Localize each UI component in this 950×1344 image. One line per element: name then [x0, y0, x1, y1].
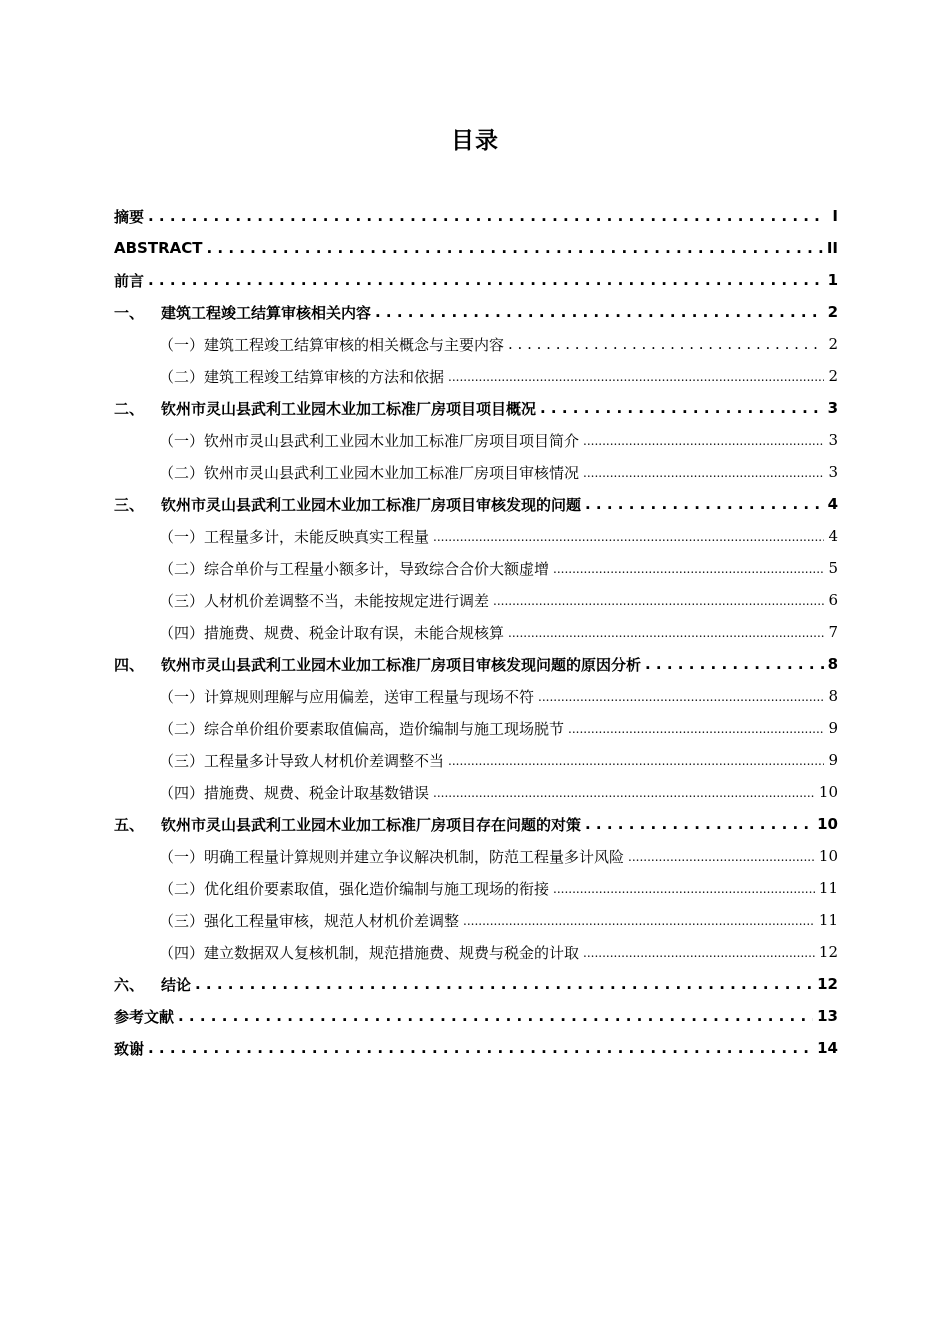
toc-entry-3-1[interactable]: [114, 520, 838, 552]
toc-entry-chapter-1[interactable]: [114, 296, 838, 328]
toc-entry-text: （二）综合单价与工程量小额多计，导致综合合价大额虚增: [159, 559, 550, 578]
toc-leader-dots: [508, 335, 824, 353]
toc-page-number: 9: [828, 719, 838, 737]
toc-entry-chapter-4[interactable]: [114, 648, 838, 680]
toc-entry-text: （一）计算规则理解与应用偏差，送审工程量与现场不符: [159, 687, 535, 706]
toc-chapter-number: 四、: [114, 655, 145, 674]
toc-entry-5-3[interactable]: [114, 904, 838, 936]
toc-leader-dots: [583, 943, 815, 961]
toc-leader-dots: [538, 687, 824, 705]
toc-page-number: 1: [827, 271, 838, 289]
toc-leader-dots: [583, 463, 824, 481]
toc-leader-dots: [540, 399, 824, 417]
toc-leader-dots: [553, 559, 824, 577]
toc-leader-dots: [585, 815, 813, 833]
toc-entry-text: （二）钦州市灵山县武利工业园木业加工标准厂房项目审核情况: [159, 463, 580, 482]
toc-entry-text: （四）措施费、规费、税金计取有误，未能合规核算: [159, 623, 505, 642]
toc-entry-chapter-5[interactable]: [114, 808, 838, 840]
toc-entry-1-1[interactable]: [114, 328, 838, 360]
toc-entry-2-1[interactable]: [114, 424, 838, 456]
toc-entry-text: ABSTRACT: [114, 239, 203, 257]
toc-entry-4-2[interactable]: [114, 712, 838, 744]
toc-chapter-number: 三、: [114, 495, 145, 514]
toc-page-number: 3: [828, 463, 838, 481]
toc-page-number: 10: [817, 815, 838, 833]
toc-entry-5-4[interactable]: [114, 936, 838, 968]
toc-entry-text: （三）强化工程量审核，规范人材机价差调整: [159, 911, 460, 930]
toc-page-number: 3: [827, 399, 838, 417]
toc-chapter-number: 二、: [114, 399, 145, 418]
toc-leader-dots: [568, 719, 824, 737]
toc-chapter-number: 六、: [114, 975, 145, 994]
toc-entry-acknowledgements[interactable]: [114, 1032, 838, 1064]
toc-leader-dots: [463, 911, 815, 929]
toc-page-number: 5: [828, 559, 838, 577]
toc-chapter-number: 五、: [114, 815, 145, 834]
toc-entry-3-2[interactable]: [114, 552, 838, 584]
toc-leader-dots: [553, 879, 815, 897]
toc-entry-text: 致谢: [114, 1039, 145, 1058]
toc-page-number: 6: [828, 591, 838, 609]
toc-page-number: 14: [817, 1039, 838, 1057]
toc-page-number: 2: [828, 367, 838, 385]
toc-leader-dots: [433, 527, 824, 545]
toc-leader-dots: [448, 751, 824, 769]
toc-entry-preface[interactable]: [114, 264, 838, 296]
toc-page-number: 2: [828, 335, 838, 353]
toc-entry-4-1[interactable]: [114, 680, 838, 712]
toc-chapter-number: 一、: [114, 303, 145, 322]
toc-entry-2-2[interactable]: [114, 456, 838, 488]
toc-entry-text: 钦州市灵山县武利工业园木业加工标准厂房项目审核发现问题的原因分析: [161, 655, 642, 674]
toc-page-number: 10: [818, 847, 838, 865]
toc-entry-4-4[interactable]: [114, 776, 838, 808]
toc-leader-dots: [148, 207, 824, 225]
toc-entry-chapter-3[interactable]: [114, 488, 838, 520]
toc-leader-dots: [448, 367, 824, 385]
toc-page-number: 11: [818, 911, 838, 929]
toc-entry-4-3[interactable]: [114, 744, 838, 776]
toc-leader-dots: [583, 431, 824, 449]
page-title: 目录: [451, 128, 499, 154]
toc-page-number: 11: [818, 879, 838, 897]
toc-leader-dots: [508, 623, 824, 641]
toc-leader-dots: [493, 591, 824, 609]
toc-entry-5-2[interactable]: [114, 872, 838, 904]
toc-page-number: 4: [828, 527, 838, 545]
toc-leader-dots: [628, 847, 815, 865]
toc-entry-text: 参考文献: [114, 1007, 175, 1026]
toc-entry-text: （三）工程量多计导致人材机价差调整不当: [159, 751, 445, 770]
table-of-contents: [114, 200, 838, 1064]
toc-page-number: 8: [828, 687, 838, 705]
toc-page-number: 13: [817, 1007, 838, 1025]
toc-page-number: 12: [818, 943, 838, 961]
toc-entry-3-4[interactable]: [114, 616, 838, 648]
toc-page-number: I: [832, 207, 838, 225]
toc-entry-text: 建筑工程竣工结算审核相关内容: [161, 303, 372, 322]
toc-leader-dots: [178, 1007, 813, 1025]
toc-page-number: 2: [827, 303, 838, 321]
toc-leader-dots: [148, 271, 824, 289]
toc-entry-text: 前言: [114, 271, 145, 290]
toc-leader-dots: [206, 239, 822, 257]
toc-entry-text: （一）钦州市灵山县武利工业园木业加工标准厂房项目项目简介: [159, 431, 580, 450]
toc-entry-text: 结论: [161, 975, 192, 994]
toc-entry-chapter-2[interactable]: [114, 392, 838, 424]
toc-entry-abstract-cn[interactable]: [114, 200, 838, 232]
toc-page-number: 8: [827, 655, 838, 673]
toc-entry-text: （四）建立数据双人复核机制，规范措施费、规费与税金的计取: [159, 943, 580, 962]
toc-entry-3-3[interactable]: [114, 584, 838, 616]
toc-entry-text: （四）措施费、规费、税金计取基数错误: [159, 783, 430, 802]
toc-entry-text: （一）明确工程量计算规则并建立争议解决机制，防范工程量多计风险: [159, 847, 625, 866]
toc-entry-text: 摘要: [114, 207, 145, 226]
toc-entry-text: （二）建筑工程竣工结算审核的方法和依据: [159, 367, 445, 386]
toc-entry-text: （一）工程量多计，未能反映真实工程量: [159, 527, 430, 546]
toc-page-number: 9: [828, 751, 838, 769]
toc-page-number: 4: [827, 495, 838, 513]
toc-entry-text: 钦州市灵山县武利工业园木业加工标准厂房项目项目概况: [161, 399, 537, 418]
toc-page-number: II: [826, 239, 838, 257]
toc-page-number: 7: [828, 623, 838, 641]
toc-entry-text: （一）建筑工程竣工结算审核的相关概念与主要内容: [159, 335, 505, 354]
toc-entry-chapter-6[interactable]: [114, 968, 838, 1000]
toc-entry-text: 钦州市灵山县武利工业园木业加工标准厂房项目审核发现的问题: [161, 495, 582, 514]
toc-entry-text: （三）人材机价差调整不当，未能按规定进行调差: [159, 591, 490, 610]
toc-entry-text: （二）综合单价组价要素取值偏高，造价编制与施工现场脱节: [159, 719, 565, 738]
toc-entry-text: （二）优化组价要素取值，强化造价编制与施工现场的衔接: [159, 879, 550, 898]
toc-leader-dots: [585, 495, 824, 513]
toc-entry-5-1[interactable]: [114, 840, 838, 872]
toc-page-number: 3: [828, 431, 838, 449]
toc-entry-1-2[interactable]: [114, 360, 838, 392]
toc-leader-dots: [433, 783, 815, 801]
toc-entry-abstract-en[interactable]: [114, 232, 838, 264]
toc-page-number: 12: [817, 975, 838, 993]
toc-entry-text: 钦州市灵山县武利工业园木业加工标准厂房项目存在问题的对策: [161, 815, 582, 834]
toc-leader-dots: [195, 975, 813, 993]
toc-leader-dots: [375, 303, 824, 321]
toc-page-number: 10: [818, 783, 838, 801]
toc-entry-references[interactable]: [114, 1000, 838, 1032]
toc-leader-dots: [148, 1039, 813, 1057]
toc-leader-dots: [645, 655, 824, 673]
